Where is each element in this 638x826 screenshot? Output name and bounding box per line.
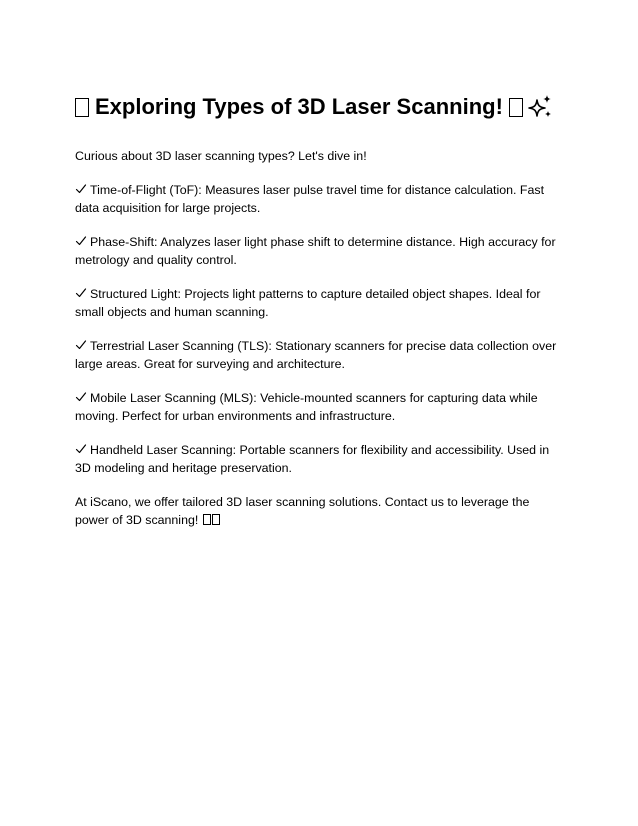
scanning-types-list [75, 181, 565, 477]
document-page [75, 92, 565, 529]
check-mark-icon [75, 287, 87, 299]
list-item [75, 337, 565, 373]
list-item [75, 441, 565, 477]
check-mark-icon [75, 391, 87, 403]
list-item-text: Time-of-Flight (ToF): Measures laser pulse travel time for distance calculation. Fast data acquisition for large projects. [75, 183, 545, 215]
missing-glyph-icon [75, 98, 89, 117]
sparkles-icon [525, 92, 555, 122]
check-mark-icon [75, 443, 87, 455]
intro-paragraph: Curious about 3D laser scanning types? Let's dive in! [75, 149, 367, 163]
list-item [75, 389, 565, 425]
list-item [75, 233, 565, 269]
list-item-text: Mobile Laser Scanning (MLS): Vehicle-mounted scanners for capturing data while moving. Perfect for urban environments and infrastructure. [75, 391, 538, 423]
list-item [75, 285, 565, 321]
list-item [75, 181, 565, 217]
outro-text: At iScano, we offer tailored 3D laser scanning solutions. Contact us to leverage the power of 3D scanning! [75, 495, 530, 527]
outro-paragraph [75, 493, 565, 529]
check-mark-icon [75, 339, 87, 351]
check-mark-icon [75, 235, 87, 247]
missing-glyph-icon [203, 514, 211, 525]
document-title [75, 92, 565, 122]
title-text: Exploring Types of 3D Laser Scanning! [95, 94, 503, 119]
missing-glyph-icon [212, 514, 220, 525]
missing-glyph-icon [509, 98, 523, 117]
list-item-text: Terrestrial Laser Scanning (TLS): Stationary scanners for precise data collection over large areas. Great for surveying and architecture. [75, 339, 557, 371]
list-item-text: Phase-Shift: Analyzes laser light phase shift to determine distance. High accuracy for metrology and quality control. [75, 235, 556, 267]
check-mark-icon [75, 183, 87, 195]
list-item-text: Handheld Laser Scanning: Portable scanners for flexibility and accessibility. Used in 3D modeling and heritage preservation. [75, 443, 550, 475]
list-item-text: Structured Light: Projects light patterns to capture detailed object shapes. Ideal for small objects and human scanning. [75, 287, 541, 319]
